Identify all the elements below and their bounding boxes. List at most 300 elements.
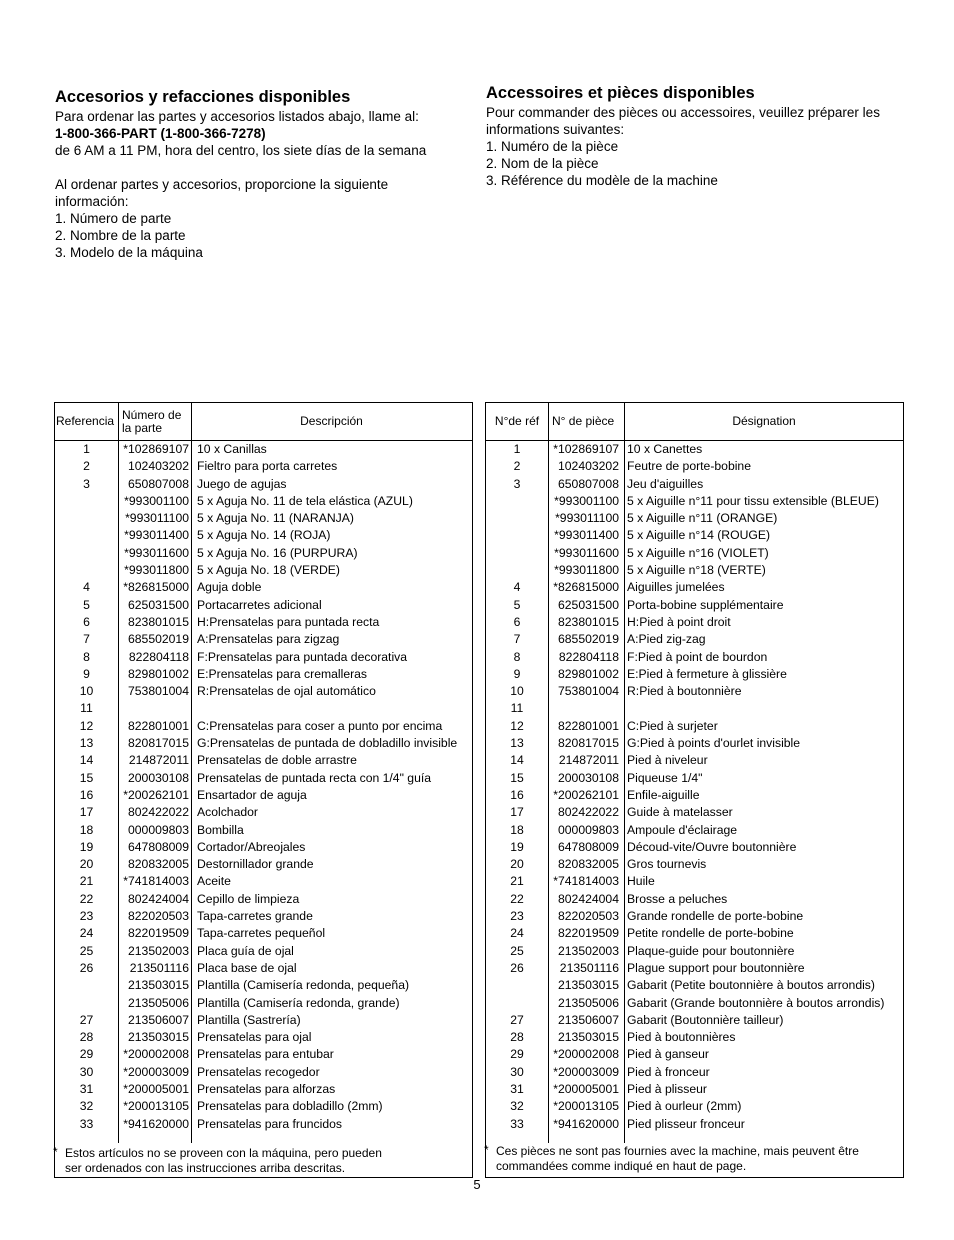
table-row	[486, 735, 903, 752]
part-number-cell: *200003009	[123, 1064, 189, 1079]
part-number-cell: 213505006	[557, 995, 619, 1010]
description-cell: Gabarit (Grande boutonnière à boutos arrondis)	[627, 995, 885, 1010]
table-row	[55, 579, 472, 596]
header-part-number: N° de pièce	[552, 414, 615, 429]
ref-cell: 9	[83, 666, 90, 681]
table-row	[55, 458, 472, 475]
part-number-cell: 685502019	[557, 632, 619, 647]
table-row	[55, 977, 472, 994]
description-cell: R:Pied à boutonnière	[627, 684, 742, 699]
fr-line-0: Pour commander des pièces ou accessoires, veuillez préparer les	[486, 105, 880, 120]
description-cell: Guide à matelasser	[627, 805, 733, 820]
ref-cell: 16	[79, 787, 94, 802]
ref-cell: 12	[510, 718, 524, 733]
ref-cell: 4	[83, 580, 90, 595]
part-number-cell: 802422022	[127, 805, 189, 820]
description-cell: 5 x Aiguille n°11 pour tissu extensible (BLEUE)	[627, 493, 879, 508]
part-number-cell: 829801002	[557, 666, 619, 681]
ref-cell: 30	[79, 1064, 94, 1079]
table-row	[486, 856, 903, 873]
description-cell: 10 x Canillas	[197, 442, 267, 456]
part-number-cell: *741814003	[123, 874, 189, 889]
table-row	[55, 752, 472, 769]
table-row	[486, 943, 903, 960]
part-number-cell: *993001100	[124, 493, 189, 508]
part-number-cell: 802424004	[127, 891, 189, 906]
description-cell: Jeu d'aiguilles	[627, 476, 704, 491]
description-cell: Tapa-carretes grande	[197, 909, 313, 924]
part-number-cell: 000009803	[127, 822, 189, 837]
table-row	[55, 597, 472, 614]
part-number-cell: 820817015	[127, 736, 189, 751]
part-number-cell: 823801015	[127, 614, 189, 629]
part-number-cell: 753801004	[127, 684, 189, 699]
description-cell: Huile	[627, 874, 655, 889]
part-number-cell: 213502003	[127, 943, 189, 958]
description-cell: Prensatelas de doble arrastre	[197, 753, 357, 768]
table-row	[55, 666, 472, 683]
table-row	[486, 1029, 903, 1046]
part-number-cell: 625031500	[127, 597, 189, 612]
ref-cell: 23	[79, 909, 94, 924]
table-body	[55, 441, 472, 1133]
ref-cell: 16	[510, 787, 524, 802]
part-number-cell: *200005001	[123, 1081, 189, 1096]
description-cell: Pied à plisseur	[627, 1081, 707, 1096]
description-cell: 5 x Aiguille n°16 (VIOLET)	[627, 545, 769, 560]
part-number-cell: 000009803	[557, 822, 619, 837]
description-cell: Acolchador	[197, 805, 258, 820]
part-number-cell: *826815000	[553, 580, 619, 595]
table-row	[486, 1098, 903, 1115]
table-row	[55, 908, 472, 925]
ref-cell: 25	[79, 943, 94, 958]
part-number-cell: *200003009	[553, 1064, 619, 1079]
spanish-heading: Accesorios y refacciones disponibles	[55, 88, 351, 106]
es-line-2: de 6 AM a 11 PM, hora del centro, los siete días de la semana	[55, 143, 427, 158]
description-cell: H:Prensatelas para puntada recta	[197, 614, 380, 629]
description-cell: F:Prensatelas para puntada decorativa	[197, 649, 408, 664]
ref-cell: 25	[510, 943, 524, 958]
footnote-line: commandées comme indiqué en haut de page.	[496, 1159, 747, 1173]
part-number-cell: 820832005	[127, 857, 189, 872]
spanish-parts-table	[54, 402, 473, 1178]
ref-cell: 4	[513, 580, 521, 595]
ref-cell: 3	[513, 476, 521, 491]
description-cell: Ensartador de aguja	[197, 787, 307, 802]
description-cell: Cortador/Abreojales	[197, 839, 306, 854]
footnote-mark: *	[484, 1143, 489, 1157]
description-cell: Plantilla (Camisería redonda, pequeña)	[197, 978, 410, 993]
table-row	[486, 458, 903, 475]
spanish-intro	[55, 88, 465, 261]
table-row	[486, 579, 903, 596]
fr-line-2: 1. Numéro de la pièce	[486, 139, 619, 154]
table-row	[55, 614, 472, 631]
ref-cell: 24	[510, 926, 524, 941]
ref-cell: 28	[79, 1030, 94, 1045]
table-row	[55, 1116, 472, 1133]
table-row	[486, 476, 903, 493]
table-row	[486, 1012, 903, 1029]
part-number-cell: 647808009	[557, 839, 619, 854]
table-row	[486, 700, 903, 717]
ref-cell: 23	[510, 909, 524, 924]
part-number-cell: *993011600	[124, 545, 189, 560]
table-row	[55, 1012, 472, 1029]
table-row	[486, 995, 903, 1012]
part-number-cell: *993011800	[124, 563, 189, 578]
description-cell: Cepillo de limpieza	[197, 891, 300, 906]
ref-cell: 17	[510, 805, 524, 820]
description-cell: Feutre de porte-bobine	[627, 459, 751, 474]
table-row	[55, 735, 472, 752]
french-intro	[486, 84, 916, 189]
table-row	[486, 908, 903, 925]
ref-cell: 19	[79, 839, 94, 854]
description-cell: Grande rondelle de porte-bobine	[627, 909, 804, 924]
description-cell: Gabarit (Boutonnière tailleur)	[627, 1012, 784, 1027]
description-cell: Destornillador grande	[197, 857, 314, 872]
description-cell: G:Pied à points d'ourlet invisible	[627, 736, 801, 751]
table-row	[486, 822, 903, 839]
ref-cell: 26	[510, 960, 524, 975]
table-body	[486, 441, 903, 1133]
description-cell: 5 x Aiguille n°11 (ORANGE)	[627, 511, 778, 526]
footnote-line: ser ordenados con las instrucciones arriba descritas.	[65, 1161, 346, 1175]
header-description: Désignation	[732, 414, 796, 429]
ref-cell: 29	[510, 1047, 524, 1062]
table-row	[55, 822, 472, 839]
description-cell: E:Prensatelas para cremalleras	[197, 666, 368, 681]
part-number-cell: 214872011	[128, 753, 189, 768]
table-row	[55, 510, 472, 527]
table-row	[55, 873, 472, 890]
table-row	[55, 943, 472, 960]
part-number-cell: 753801004	[557, 684, 619, 699]
part-number-cell: 213503015	[557, 1030, 619, 1045]
part-number-cell: 822019509	[557, 926, 619, 941]
part-number-cell: 829801002	[127, 666, 189, 681]
ref-cell: 17	[79, 805, 94, 820]
part-number-cell: 822801001	[557, 718, 619, 733]
table-row	[55, 631, 472, 648]
ref-cell: 1	[513, 442, 521, 456]
table-row	[55, 925, 472, 942]
ref-cell: 33	[79, 1116, 94, 1131]
description-cell: Aguja doble	[197, 580, 262, 595]
description-cell: Ampoule d'éclairage	[627, 822, 738, 837]
ref-cell: 32	[510, 1099, 524, 1114]
description-cell: C:Pied à surjeter	[627, 718, 718, 733]
part-number-cell: 822804118	[558, 649, 619, 664]
part-number-cell: 200030108	[557, 770, 619, 785]
part-number-cell: *200002008	[553, 1047, 619, 1062]
ref-cell: 18	[510, 822, 524, 837]
es-line-7: 2. Nombre de la parte	[55, 228, 186, 243]
part-number-cell: *993001100	[554, 493, 619, 508]
ref-cell: 27	[79, 1012, 94, 1027]
description-cell: Prensatelas recogedor	[197, 1064, 320, 1079]
ref-cell: 19	[510, 839, 524, 854]
part-number-cell: 213503015	[557, 978, 619, 993]
ref-cell: 31	[79, 1081, 94, 1096]
es-line-4: Al ordenar partes y accesorios, proporcione la siguiente	[55, 177, 389, 192]
es-line-6: 1. Número de parte	[55, 211, 172, 226]
description-cell: 5 x Aguja No. 14 (ROJA)	[197, 528, 331, 543]
es-spacer	[55, 159, 465, 176]
table-row	[55, 527, 472, 544]
ref-cell: 3	[83, 476, 90, 491]
es-line-5: información:	[55, 194, 129, 209]
description-cell: Juego de agujas	[197, 476, 287, 491]
table-row	[486, 977, 903, 994]
table-row	[486, 787, 903, 804]
part-number-cell: 685502019	[127, 632, 189, 647]
description-cell: Prensatelas para alforzas	[197, 1081, 336, 1096]
description-cell: Plaque-guide pour boutonnière	[627, 943, 795, 958]
table-row	[55, 1064, 472, 1081]
description-cell: A:Prensatelas para zigzag	[197, 632, 340, 647]
ref-cell: 2	[513, 459, 521, 474]
description-cell: Découd-vite/Ouvre boutonnière	[627, 839, 797, 854]
part-number-cell: 214872011	[558, 753, 619, 768]
part-number-cell: 822801001	[127, 718, 189, 733]
table-row	[486, 614, 903, 631]
part-number-cell: 822020503	[557, 909, 619, 924]
description-cell: Prensatelas para entubar	[197, 1047, 334, 1062]
description-cell: Pied à fronceur	[627, 1064, 710, 1079]
part-number-cell: *993011600	[554, 545, 619, 560]
ref-cell: 29	[79, 1047, 94, 1062]
french-heading: Accessoires et pièces disponibles	[486, 84, 755, 102]
table-row	[55, 441, 472, 458]
ref-cell: 11	[510, 701, 524, 716]
description-cell: 5 x Aguja No. 11 (NARANJA)	[197, 511, 354, 526]
ref-cell: 11	[80, 701, 93, 716]
description-cell: Pied plisseur fronceur	[627, 1116, 745, 1131]
description-cell: F:Pied à point de bourdon	[627, 649, 768, 664]
table-row	[486, 718, 903, 735]
table-row	[486, 527, 903, 544]
table-row	[486, 839, 903, 856]
part-number-cell: 822019509	[127, 926, 189, 941]
description-cell: Porta-bobine supplémentaire	[627, 597, 784, 612]
description-cell: 5 x Aguja No. 11 de tela elástica (AZUL)	[197, 493, 413, 508]
ref-cell: 21	[510, 874, 524, 889]
part-number-cell: 823801015	[557, 614, 619, 629]
es-line-0: Para ordenar las partes y accesorios listados abajo, llame al:	[55, 109, 419, 124]
ref-cell: 10	[510, 684, 524, 699]
table-row	[486, 562, 903, 579]
header-reference: N°de réf	[494, 414, 540, 429]
description-cell: Prensatelas para dobladillo (2mm)	[197, 1099, 383, 1114]
ref-cell: 8	[513, 649, 521, 664]
description-cell: H:Pied à point droit	[627, 614, 731, 629]
part-number-cell: 802424004	[557, 891, 619, 906]
table-row	[55, 960, 472, 977]
part-number-cell: 650807008	[127, 476, 189, 491]
description-cell: Pied à ourleur (2mm)	[627, 1099, 742, 1114]
ref-cell: 5	[83, 597, 90, 612]
part-number-cell: *200262101	[553, 787, 619, 802]
part-number-cell: 213506007	[557, 1012, 619, 1027]
part-number-cell: 213503015	[127, 978, 189, 993]
description-cell: Plantilla (Camisería redonda, grande)	[197, 995, 400, 1010]
ref-cell: 33	[510, 1116, 524, 1131]
french-parts-table	[485, 402, 904, 1178]
ref-cell: 32	[79, 1099, 94, 1114]
table-row	[55, 700, 472, 717]
ref-cell: 26	[79, 960, 94, 975]
table-row	[486, 441, 903, 458]
description-cell: Pied à niveleur	[627, 753, 708, 768]
page-number: 5	[473, 1177, 481, 1192]
part-number-cell: *200262101	[123, 787, 189, 802]
description-cell: G:Prensatelas de puntada de dobladillo invisible	[197, 736, 458, 751]
table-row	[486, 752, 903, 769]
table-row	[486, 891, 903, 908]
table-row	[55, 683, 472, 700]
ref-cell: 6	[83, 614, 90, 629]
table-row	[55, 545, 472, 562]
table-row	[55, 1081, 472, 1098]
part-number-cell: 200030108	[127, 770, 189, 785]
table-row	[55, 476, 472, 493]
table-row	[486, 960, 903, 977]
part-number-cell: *826815000	[123, 580, 189, 595]
table-row	[486, 873, 903, 890]
footnote-line: Estos artículos no se proveen con la máquina, pero pueden	[65, 1146, 382, 1160]
description-cell: Pied à boutonnières	[627, 1030, 736, 1045]
table-row	[486, 1046, 903, 1063]
footnote-line: Ces pièces ne sont pas fournies avec la machine, mais peuvent être	[496, 1144, 859, 1158]
description-cell: A:Pied zig-zag	[627, 632, 706, 647]
table-row	[486, 1116, 903, 1133]
description-cell: 5 x Aiguille n°14 (ROUGE)	[627, 528, 771, 543]
table-row	[55, 718, 472, 735]
table-row	[486, 666, 903, 683]
description-cell: Gros tournevis	[627, 857, 707, 872]
description-cell: R:Prensatelas de ojal automático	[197, 684, 376, 699]
ref-cell: 18	[79, 822, 94, 837]
part-number-cell: 822804118	[128, 649, 189, 664]
part-number-cell: *993011400	[124, 528, 189, 543]
ref-cell: 15	[510, 770, 524, 785]
fr-line-4: 3. Référence du modèle de la machine	[486, 173, 718, 188]
table-row	[486, 597, 903, 614]
ref-cell: 28	[510, 1030, 524, 1045]
part-number-cell: *941620000	[123, 1116, 189, 1131]
part-number-cell: 213503015	[127, 1030, 189, 1045]
part-number-cell: 650807008	[557, 476, 619, 491]
part-number-cell: 102403202	[557, 459, 619, 474]
table-row	[486, 649, 903, 666]
description-cell: Plague support pour boutonnière	[627, 960, 805, 975]
part-number-cell: *200013105	[123, 1099, 189, 1114]
table-row	[486, 1081, 903, 1098]
description-cell: 5 x Aguja No. 16 (PURPURA)	[197, 545, 358, 560]
fr-line-1: informations suivantes:	[486, 122, 625, 137]
ref-cell: 20	[79, 857, 94, 872]
table-row	[55, 856, 472, 873]
part-number-cell: *741814003	[553, 874, 619, 889]
part-number-cell: *200002008	[123, 1047, 189, 1062]
table-row	[486, 1064, 903, 1081]
description-cell: 5 x Aguja No. 18 (VERDE)	[197, 563, 340, 578]
part-number-cell: 820832005	[557, 857, 619, 872]
part-number-cell: 802422022	[557, 805, 619, 820]
part-number-cell: *200013105	[553, 1099, 619, 1114]
es-line-8: 3. Modelo de la máquina	[55, 245, 203, 260]
description-cell: Brosse a peluches	[627, 891, 728, 906]
description-cell: Gabarit (Petite boutonnière à boutos arrondis)	[627, 978, 875, 993]
part-number-cell: 625031500	[557, 597, 619, 612]
ref-cell: 10	[79, 684, 94, 699]
ref-cell: 31	[510, 1081, 524, 1096]
ref-cell: 15	[79, 770, 94, 785]
description-cell: Aiguilles jumelées	[627, 580, 725, 595]
part-number-cell: *102869107	[553, 442, 619, 456]
table-row	[486, 510, 903, 527]
description-cell: C:Prensatelas para coser a punto por encima	[197, 718, 443, 733]
part-number-cell: 213501116	[559, 960, 619, 975]
description-cell: Portacarretes adicional	[197, 597, 322, 612]
description-cell: 10 x Canettes	[627, 442, 703, 456]
part-number-cell: 102403202	[127, 459, 189, 474]
ref-cell: 12	[79, 718, 94, 733]
part-number-cell: 820817015	[557, 736, 619, 751]
part-number-cell: *993011100	[125, 511, 189, 526]
table-row	[486, 683, 903, 700]
part-number-cell: 213502003	[557, 943, 619, 958]
description-cell: Enfile-aiguille	[627, 787, 700, 802]
ref-cell: 1	[83, 442, 90, 456]
header-reference: Referencia	[56, 414, 115, 429]
table-row	[55, 995, 472, 1012]
ref-cell: 14	[510, 753, 524, 768]
ref-cell: 13	[510, 736, 524, 751]
table-row	[55, 891, 472, 908]
part-number-cell: *200005001	[553, 1081, 619, 1096]
description-cell: Aceite	[197, 874, 231, 889]
description-cell: Prensatelas para fruncidos	[197, 1116, 342, 1131]
table-row	[55, 493, 472, 510]
table-row	[486, 804, 903, 821]
ref-cell: 6	[513, 614, 521, 629]
table-row	[55, 1046, 472, 1063]
table-row	[55, 770, 472, 787]
ref-cell: 7	[83, 632, 90, 647]
ref-cell: 24	[79, 926, 94, 941]
table-row	[486, 925, 903, 942]
part-number-cell: *993011800	[554, 563, 619, 578]
ref-cell: 20	[510, 857, 524, 872]
part-number-cell: *102869107	[123, 442, 189, 456]
part-number-cell: 213505006	[127, 995, 189, 1010]
footnote-mark: *	[53, 1145, 58, 1159]
table-row	[486, 493, 903, 510]
table-row	[55, 787, 472, 804]
part-number-cell: *941620000	[553, 1116, 619, 1131]
description-cell: Prensatelas para ojal	[197, 1030, 312, 1045]
table-row	[55, 562, 472, 579]
table-row	[55, 804, 472, 821]
ref-cell: 27	[510, 1012, 524, 1027]
description-cell: Petite rondelle de porte-bobine	[627, 926, 794, 941]
description-cell: Fieltro para porta carretes	[197, 459, 338, 474]
ref-cell: 8	[83, 649, 90, 664]
